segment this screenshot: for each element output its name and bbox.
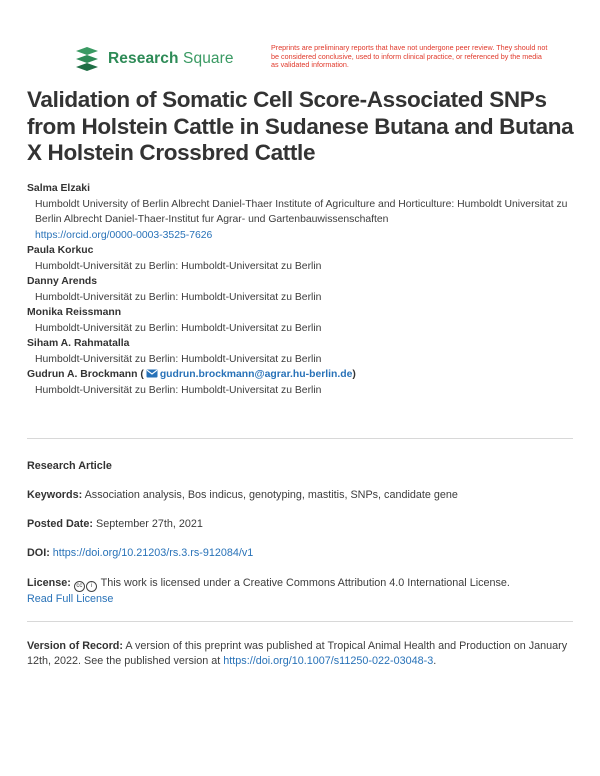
read-full-license-link[interactable]: Read Full License	[27, 593, 114, 605]
doi	[27, 546, 575, 561]
version-of-record-end: .	[433, 655, 437, 667]
author-block	[27, 274, 575, 305]
author-name: Siham A. Rahmatalla	[27, 338, 130, 349]
brand-name-light: Square	[183, 50, 234, 67]
author-name: Danny Arends	[27, 276, 98, 287]
posted-date	[27, 517, 575, 532]
article-type	[27, 459, 575, 474]
published-version-link[interactable]: https://doi.org/10.1007/s11250-022-03048-3	[223, 655, 434, 667]
brand-name-bold: Research	[108, 50, 179, 67]
research-square-logo[interactable]	[73, 46, 234, 72]
doi-label: DOI:	[27, 547, 50, 559]
keywords-label: Keywords:	[27, 489, 83, 501]
author-affiliation: Humboldt-Universität zu Berlin: Humboldt-Universitat zu Berlin	[35, 322, 322, 334]
envelope-icon	[146, 369, 158, 378]
research-square-logo-icon	[73, 46, 101, 72]
author-list	[27, 181, 575, 398]
author-affiliation: Humboldt-Universität zu Berlin: Humboldt-Universitat zu Berlin	[35, 384, 322, 396]
author-affiliation: Humboldt-Universität zu Berlin: Humboldt-Universitat zu Berlin	[35, 353, 322, 365]
attribution-icon: i	[86, 581, 97, 592]
keywords-value: Association analysis, Bos indicus, genotyping, mastitis, SNPs, candidate gene	[84, 489, 458, 501]
author-block	[27, 367, 575, 398]
license-label: License:	[27, 577, 71, 589]
brand-name	[108, 50, 234, 68]
author-block	[27, 181, 575, 243]
author-name: Monika Reissmann	[27, 307, 122, 318]
version-of-record	[27, 639, 575, 669]
author-name: Gudrun A. Brockmann	[27, 369, 138, 380]
version-of-record-text: A version of this preprint was published at Tropical Animal Health and Production on January 12th, 2022. See the published version at	[27, 640, 568, 667]
author-name: Paula Korkuc	[27, 245, 94, 256]
version-of-record-label: Version of Record:	[27, 640, 123, 652]
author-affiliation: Humboldt-Universität zu Berlin: Humboldt-Universitat zu Berlin	[35, 291, 322, 303]
author-block	[27, 243, 575, 274]
author-name: Salma Elzaki	[27, 183, 90, 194]
article-type-label: Research Article	[27, 460, 112, 472]
divider	[27, 438, 573, 439]
paper-title: Validation of Somatic Cell Score-Associated SNPs from Holstein Cattle in Sudanese Butana and Butana X Holstein Crossbred Cattle	[27, 87, 574, 165]
author-block	[27, 305, 575, 336]
creative-commons-icon: cc	[74, 581, 85, 592]
author-email-link[interactable]: gudrun.brockmann@agrar.hu-berlin.de	[159, 369, 353, 380]
license-text: This work is licensed under a Creative Commons Attribution 4.0 International License.	[100, 577, 510, 589]
keywords	[27, 488, 575, 503]
preprint-notice: Preprints are preliminary reports that have not undergone peer review. They should not be considered conclusive, used to inform clinical practice, or referenced by the media as validated information.	[271, 43, 548, 70]
corresponding-author: Gudrun A. Brockmann ( gudrun.brockmann@agrar.hu-berlin.de)	[27, 369, 356, 380]
author-block	[27, 336, 575, 367]
orcid-link[interactable]: https://orcid.org/0000-0003-3525-7626	[35, 229, 213, 241]
posted-date-value: September 27th, 2021	[96, 518, 203, 530]
author-affiliation: Humboldt-Universität zu Berlin: Humboldt-Universitat zu Berlin	[35, 260, 322, 272]
divider	[27, 621, 573, 622]
author-affiliation: Humboldt University of Berlin Albrecht Daniel-Thaer Institute of Agriculture and Horticulture: Humboldt Universitat zu Berlin Albrecht Daniel-Thaer-Institut fur Agrar- und Gartenbauwissenschaften	[35, 198, 568, 225]
doi-link[interactable]: https://doi.org/10.21203/rs.3.rs-912084/v1	[52, 547, 254, 559]
posted-date-label: Posted Date:	[27, 518, 93, 530]
license	[27, 576, 575, 607]
page-header	[73, 43, 548, 84]
